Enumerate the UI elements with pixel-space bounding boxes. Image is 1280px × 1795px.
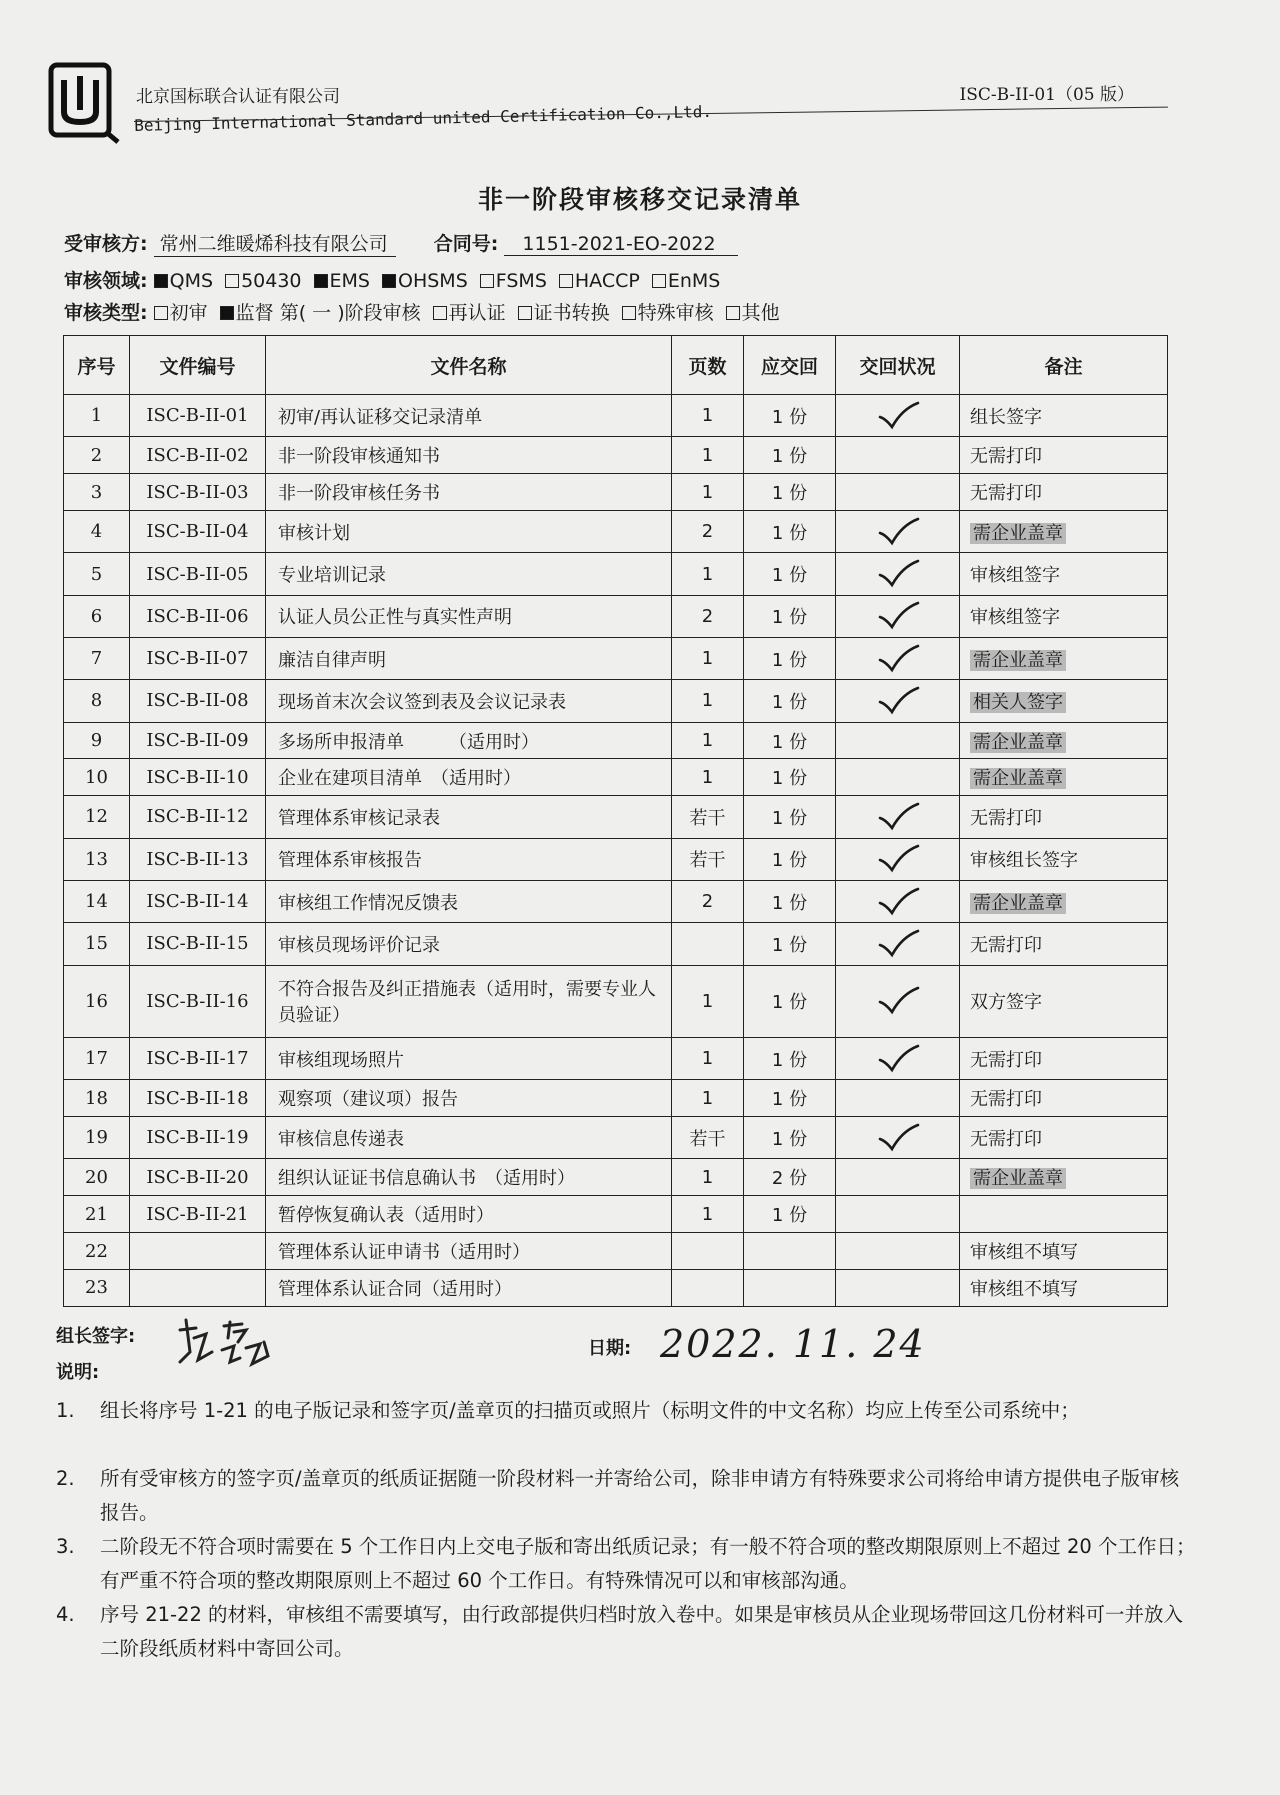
note-text: 序号 21-22 的材料，审核组不需要填写，由行政部提供归档时放入卷中。如果是审核员从企业现场带回这几份材料可一并放入二阶段纸质材料中寄回公司。 [100, 1603, 1184, 1660]
row-no-cell: 13 [64, 838, 130, 880]
domain-option [480, 270, 547, 292]
row-pages-cell [672, 923, 744, 965]
check-mark-icon [876, 644, 920, 674]
row-note-text: 无需打印 [970, 1049, 1042, 1071]
row-returned-cell [836, 1233, 960, 1270]
row-note-text: 审核组不填写 [970, 1278, 1078, 1300]
row-code-cell: ISC-B-II-19 [130, 1117, 266, 1159]
check-mark-icon [876, 1123, 920, 1153]
check-mark-icon [876, 601, 920, 631]
row-no-cell: 10 [64, 759, 130, 796]
checked-box-icon [382, 274, 396, 288]
row-note-cell [960, 838, 1168, 880]
row-note-text: 无需打印 [970, 807, 1042, 829]
row-copies-cell [744, 1269, 836, 1306]
table-row [64, 395, 1168, 437]
row-pages-cell: 1 [672, 1080, 744, 1117]
row-note-cell [960, 796, 1168, 838]
check-mark-icon [876, 844, 920, 874]
check-mark-icon [876, 986, 920, 1016]
row-copies-cell: 1 份 [744, 637, 836, 679]
row-note-text: 需企业盖章 [970, 893, 1066, 914]
row-pages-cell: 1 [672, 437, 744, 474]
row-code-cell: ISC-B-II-16 [130, 965, 266, 1037]
row-name-cell: 非一阶段审核通知书 [266, 437, 672, 474]
unchecked-box-icon [480, 274, 494, 288]
row-name-cell: 廉洁自律声明 [266, 637, 672, 679]
domain-option-label: QMS [169, 270, 214, 292]
row-note-text: 无需打印 [970, 1089, 1042, 1111]
row-no-cell: 22 [64, 1233, 130, 1270]
row-note-text: 无需打印 [970, 934, 1042, 956]
row-name-cell: 企业在建项目清单 （适用时） [266, 759, 672, 796]
row-no-cell: 18 [64, 1080, 130, 1117]
row-pages-cell: 1 [672, 1196, 744, 1233]
row-no-cell: 1 [64, 395, 130, 437]
note-item [56, 1530, 1196, 1598]
type-label: 审核类型: [64, 302, 148, 324]
row-returned-cell [836, 395, 960, 437]
table-row [64, 796, 1168, 838]
notes-title: 说明: [56, 1362, 100, 1383]
domain-option [559, 270, 640, 292]
row-copies-cell: 1 份 [744, 1080, 836, 1117]
row-code-cell: ISC-B-II-04 [130, 511, 266, 553]
client-line [64, 229, 738, 257]
row-name-cell: 多场所申报清单 （适用时） [266, 722, 672, 759]
row-pages-cell: 2 [672, 511, 744, 553]
row-returned-cell [836, 595, 960, 637]
contract-label: 合同号: [433, 233, 499, 255]
row-note-cell [960, 474, 1168, 511]
row-note-cell [960, 680, 1168, 722]
row-returned-cell [836, 680, 960, 722]
row-returned-cell [836, 880, 960, 922]
audit-domain-line [64, 266, 732, 293]
unchecked-box-icon [559, 274, 573, 288]
row-returned-cell [836, 1037, 960, 1079]
col-header-name: 文件名称 [266, 336, 672, 395]
type-option [220, 298, 421, 325]
check-mark-icon [876, 929, 920, 959]
row-note-text: 需企业盖章 [970, 768, 1066, 789]
row-no-cell: 23 [64, 1269, 130, 1306]
domain-option [382, 270, 468, 292]
row-copies-cell: 1 份 [744, 1117, 836, 1159]
row-pages-cell: 若干 [672, 1117, 744, 1159]
row-no-cell: 7 [64, 637, 130, 679]
row-code-cell [130, 1269, 266, 1306]
row-code-cell: ISC-B-II-14 [130, 880, 266, 922]
row-copies-cell: 1 份 [744, 1037, 836, 1079]
row-code-cell: ISC-B-II-05 [130, 553, 266, 595]
domain-option [652, 270, 721, 292]
row-name-cell: 管理体系认证申请书（适用时） [266, 1233, 672, 1270]
row-returned-cell [836, 637, 960, 679]
table-row [64, 637, 1168, 679]
row-note-cell [960, 1196, 1168, 1233]
row-note-text: 需企业盖章 [970, 732, 1066, 753]
row-copies-cell: 1 份 [744, 965, 836, 1037]
table-row [64, 511, 1168, 553]
table-row [64, 1159, 1168, 1196]
row-note-text: 审核组不填写 [970, 1242, 1078, 1264]
row-no-cell: 17 [64, 1037, 130, 1079]
row-code-cell: ISC-B-II-20 [130, 1159, 266, 1196]
table-row [64, 1037, 1168, 1079]
table-row [64, 759, 1168, 796]
row-note-cell [960, 1037, 1168, 1079]
type-option [726, 298, 780, 325]
date-label: 日期: [588, 1338, 632, 1359]
row-name-cell: 暂停恢复确认表（适用时） [266, 1196, 672, 1233]
row-note-cell [960, 1080, 1168, 1117]
row-code-cell: ISC-B-II-21 [130, 1196, 266, 1233]
row-pages-cell: 1 [672, 680, 744, 722]
row-copies-cell: 1 份 [744, 680, 836, 722]
row-copies-cell: 1 份 [744, 395, 836, 437]
type-options [154, 302, 792, 324]
col-header-returned: 交回状况 [836, 336, 960, 395]
row-note-cell [960, 1269, 1168, 1306]
table-row [64, 722, 1168, 759]
row-note-text: 无需打印 [970, 1128, 1042, 1150]
row-name-cell: 不符合报告及纠正措施表（适用时，需要专业人员验证） [266, 965, 672, 1037]
table-row [64, 474, 1168, 511]
unchecked-box-icon [518, 306, 532, 320]
type-option-label: 再认证 [448, 302, 506, 324]
unchecked-box-icon [225, 274, 239, 288]
row-code-cell: ISC-B-II-15 [130, 923, 266, 965]
document-code: ISC-B-II-01（05 版） [959, 85, 1134, 105]
row-pages-cell [672, 1233, 744, 1270]
table-row [64, 595, 1168, 637]
unchecked-box-icon [622, 306, 636, 320]
row-no-cell: 19 [64, 1117, 130, 1159]
row-returned-cell [836, 474, 960, 511]
row-pages-cell: 1 [672, 722, 744, 759]
row-note-text: 双方签字 [970, 992, 1042, 1014]
row-pages-cell [672, 1269, 744, 1306]
row-note-cell [960, 1117, 1168, 1159]
col-header-no: 序号 [64, 336, 130, 395]
row-note-text: 需企业盖章 [970, 1168, 1066, 1189]
row-no-cell: 20 [64, 1159, 130, 1196]
check-mark-icon [876, 686, 920, 716]
row-note-cell [960, 1233, 1168, 1270]
table-row [64, 838, 1168, 880]
type-option [622, 298, 714, 325]
row-no-cell: 2 [64, 437, 130, 474]
note-number: 3. [56, 1535, 75, 1558]
note-text: 组长将序号 1-21 的电子版记录和签字页/盖章页的扫描页或照片（标明文件的中文名称）均应上传至公司系统中； [100, 1399, 1080, 1422]
row-note-cell [960, 923, 1168, 965]
row-no-cell: 6 [64, 595, 130, 637]
row-copies-cell: 1 份 [744, 595, 836, 637]
row-pages-cell: 1 [672, 759, 744, 796]
row-pages-cell: 若干 [672, 796, 744, 838]
type-option [154, 298, 208, 325]
row-name-cell: 现场首末次会议签到表及会议记录表 [266, 680, 672, 722]
table-row [64, 965, 1168, 1037]
check-mark-icon [876, 401, 920, 431]
col-header-note: 备注 [960, 336, 1168, 395]
type-option [433, 298, 506, 325]
col-header-pages: 页数 [672, 336, 744, 395]
table-row [64, 923, 1168, 965]
table-row [64, 553, 1168, 595]
row-note-cell [960, 965, 1168, 1037]
domain-options [154, 270, 733, 292]
table-row [64, 880, 1168, 922]
domain-option-label: OHSMS [398, 270, 468, 292]
row-name-cell: 管理体系审核报告 [266, 838, 672, 880]
client-label: 受审核方: [64, 233, 148, 255]
audit-type-line [64, 298, 792, 325]
check-mark-icon [876, 802, 920, 832]
row-copies-cell: 1 份 [744, 474, 836, 511]
checked-box-icon [154, 274, 168, 288]
row-name-cell: 审核计划 [266, 511, 672, 553]
col-header-copies: 应交回 [744, 336, 836, 395]
row-name-cell: 审核组工作情况反馈表 [266, 880, 672, 922]
row-copies-cell: 1 份 [744, 923, 836, 965]
row-pages-cell: 若干 [672, 838, 744, 880]
row-note-text: 审核组签字 [970, 607, 1060, 629]
row-note-text: 组长签字 [970, 406, 1042, 428]
row-code-cell: ISC-B-II-09 [130, 722, 266, 759]
table-row [64, 1233, 1168, 1270]
check-mark-icon [876, 887, 920, 917]
row-note-cell [960, 637, 1168, 679]
row-note-cell [960, 395, 1168, 437]
note-text: 二阶段无不符合项时需要在 5 个工作日内上交电子版和寄出纸质记录；有一般不符合项的整改期限原则上不超过 20 个工作日；有严重不符合项的整改期限原则上不超过 60 个工作日。有特殊情况可以和审核部沟通。 [100, 1535, 1196, 1592]
handwritten-date: 2022. 11. 24 [660, 1322, 926, 1366]
domain-option-label: EnMS [667, 270, 721, 292]
row-returned-cell [836, 759, 960, 796]
row-copies-cell: 2 份 [744, 1159, 836, 1196]
row-note-cell [960, 1159, 1168, 1196]
row-pages-cell: 1 [672, 474, 744, 511]
row-code-cell: ISC-B-II-12 [130, 796, 266, 838]
check-mark-icon [876, 517, 920, 547]
row-pages-cell: 1 [672, 965, 744, 1037]
note-text: 所有受审核方的签字页/盖章页的纸质证据随一阶段材料一并寄给公司，除非申请方有特殊要求公司将给申请方提供电子版审核报告。 [100, 1467, 1180, 1524]
row-returned-cell [836, 511, 960, 553]
type-option-label: 其他 [741, 302, 780, 324]
table-body [64, 395, 1168, 1307]
row-returned-cell [836, 1080, 960, 1117]
domain-option-label: HACCP [574, 270, 640, 292]
row-name-cell: 审核员现场评价记录 [266, 923, 672, 965]
type-option [518, 298, 610, 325]
row-no-cell: 9 [64, 722, 130, 759]
leader-signature-label: 组长签字: [56, 1326, 136, 1347]
row-no-cell: 8 [64, 680, 130, 722]
row-copies-cell: 1 份 [744, 437, 836, 474]
page-title: 非一阶段审核移交记录清单 [477, 185, 802, 214]
row-code-cell: ISC-B-II-13 [130, 838, 266, 880]
handwritten-signature [172, 1312, 292, 1372]
row-returned-cell [836, 722, 960, 759]
row-code-cell: ISC-B-II-06 [130, 595, 266, 637]
note-number: 2. [56, 1467, 75, 1490]
row-pages-cell: 2 [672, 880, 744, 922]
type-option-label: 初审 [169, 302, 208, 324]
row-returned-cell [836, 1269, 960, 1306]
note-number: 4. [56, 1603, 75, 1626]
row-code-cell: ISC-B-II-03 [130, 474, 266, 511]
client-value: 常州二维暖烯科技有限公司 [154, 229, 396, 257]
row-pages-cell: 1 [672, 1159, 744, 1196]
row-note-text: 审核组长签字 [970, 850, 1078, 872]
checked-box-icon [314, 274, 328, 288]
row-name-cell: 组织认证证书信息确认书 （适用时） [266, 1159, 672, 1196]
row-no-cell: 16 [64, 965, 130, 1037]
table-row [64, 1117, 1168, 1159]
row-note-cell [960, 759, 1168, 796]
domain-option [314, 270, 370, 292]
row-code-cell [130, 1233, 266, 1270]
row-pages-cell: 2 [672, 595, 744, 637]
row-copies-cell: 1 份 [744, 511, 836, 553]
row-code-cell: ISC-B-II-10 [130, 759, 266, 796]
row-returned-cell [836, 838, 960, 880]
row-name-cell: 观察项（建议项）报告 [266, 1080, 672, 1117]
row-note-cell [960, 511, 1168, 553]
unchecked-box-icon [154, 306, 168, 320]
domain-option-label: 50430 [241, 270, 302, 292]
row-note-cell [960, 437, 1168, 474]
note-number: 1. [56, 1399, 75, 1422]
row-copies-cell: 1 份 [744, 1196, 836, 1233]
row-returned-cell [836, 965, 960, 1037]
table-row [64, 680, 1168, 722]
check-mark-icon [876, 559, 920, 589]
row-note-text: 需企业盖章 [970, 650, 1066, 671]
type-option-label: 监督 第( 一 )阶段审核 [235, 302, 421, 324]
row-pages-cell: 1 [672, 395, 744, 437]
table-row [64, 1269, 1168, 1306]
row-returned-cell [836, 553, 960, 595]
row-returned-cell [836, 1196, 960, 1233]
row-note-cell [960, 722, 1168, 759]
row-name-cell: 认证人员公正性与真实性声明 [266, 595, 672, 637]
note-item [56, 1462, 1196, 1530]
unchecked-box-icon [433, 306, 447, 320]
row-returned-cell [836, 1159, 960, 1196]
check-mark-icon [876, 1044, 920, 1074]
row-no-cell: 5 [64, 553, 130, 595]
row-no-cell: 14 [64, 880, 130, 922]
row-note-cell [960, 880, 1168, 922]
row-returned-cell [836, 437, 960, 474]
domain-option-label: EMS [329, 270, 370, 292]
row-name-cell: 审核组现场照片 [266, 1037, 672, 1079]
row-no-cell: 21 [64, 1196, 130, 1233]
contract-value: 1151-2021-EO-2022 [504, 233, 737, 256]
row-no-cell: 4 [64, 511, 130, 553]
transfer-record-table [63, 335, 1168, 1307]
row-note-cell [960, 595, 1168, 637]
type-option-label: 特殊审核 [637, 302, 714, 324]
row-note-text: 审核组签字 [970, 565, 1060, 586]
table-row [64, 1196, 1168, 1233]
row-returned-cell [836, 796, 960, 838]
row-note-cell [960, 553, 1168, 595]
row-note-text: 无需打印 [970, 446, 1042, 468]
note-item [56, 1598, 1196, 1666]
row-pages-cell: 1 [672, 637, 744, 679]
table-row [64, 437, 1168, 474]
row-copies-cell: 1 份 [744, 880, 836, 922]
row-note-text: 相关人签字 [970, 692, 1066, 713]
row-note-text: 需企业盖章 [970, 523, 1066, 544]
row-code-cell: ISC-B-II-18 [130, 1080, 266, 1117]
unchecked-box-icon [726, 306, 740, 320]
col-header-code: 文件编号 [130, 336, 266, 395]
domain-option [154, 270, 213, 292]
row-pages-cell: 1 [672, 1037, 744, 1079]
row-no-cell: 12 [64, 796, 130, 838]
company-logo [48, 62, 122, 146]
row-name-cell: 管理体系认证合同（适用时） [266, 1269, 672, 1306]
domain-option-label: FSMS [495, 270, 547, 292]
row-name-cell: 初审/再认证移交记录清单 [266, 395, 672, 437]
type-option-label: 证书转换 [533, 302, 610, 324]
row-returned-cell [836, 1117, 960, 1159]
row-pages-cell: 1 [672, 553, 744, 595]
row-code-cell: ISC-B-II-07 [130, 637, 266, 679]
row-name-cell: 管理体系审核记录表 [266, 796, 672, 838]
row-note-text: 无需打印 [970, 483, 1042, 505]
row-name-cell: 审核信息传递表 [266, 1117, 672, 1159]
row-name-cell: 专业培训记录 [266, 553, 672, 595]
row-code-cell: ISC-B-II-02 [130, 437, 266, 474]
row-returned-cell [836, 923, 960, 965]
table-row [64, 1080, 1168, 1117]
domain-label: 审核领域: [64, 270, 148, 292]
row-code-cell: ISC-B-II-01 [130, 395, 266, 437]
row-copies-cell: 1 份 [744, 759, 836, 796]
company-name-cn: 北京国标联合认证有限公司 [136, 87, 340, 107]
row-no-cell: 15 [64, 923, 130, 965]
note-item [56, 1394, 1196, 1428]
row-copies-cell: 1 份 [744, 796, 836, 838]
checked-box-icon [220, 306, 234, 320]
row-code-cell: ISC-B-II-08 [130, 680, 266, 722]
unchecked-box-icon [652, 274, 666, 288]
row-copies-cell: 1 份 [744, 838, 836, 880]
row-copies-cell: 1 份 [744, 722, 836, 759]
row-no-cell: 3 [64, 474, 130, 511]
table-header-row [64, 336, 1168, 395]
company-name-en: Beijing International Standard united Certification Co.,Ltd. [134, 101, 713, 135]
row-copies-cell [744, 1233, 836, 1270]
row-code-cell: ISC-B-II-17 [130, 1037, 266, 1079]
row-copies-cell: 1 份 [744, 553, 836, 595]
domain-option [225, 270, 301, 292]
row-name-cell: 非一阶段审核任务书 [266, 474, 672, 511]
